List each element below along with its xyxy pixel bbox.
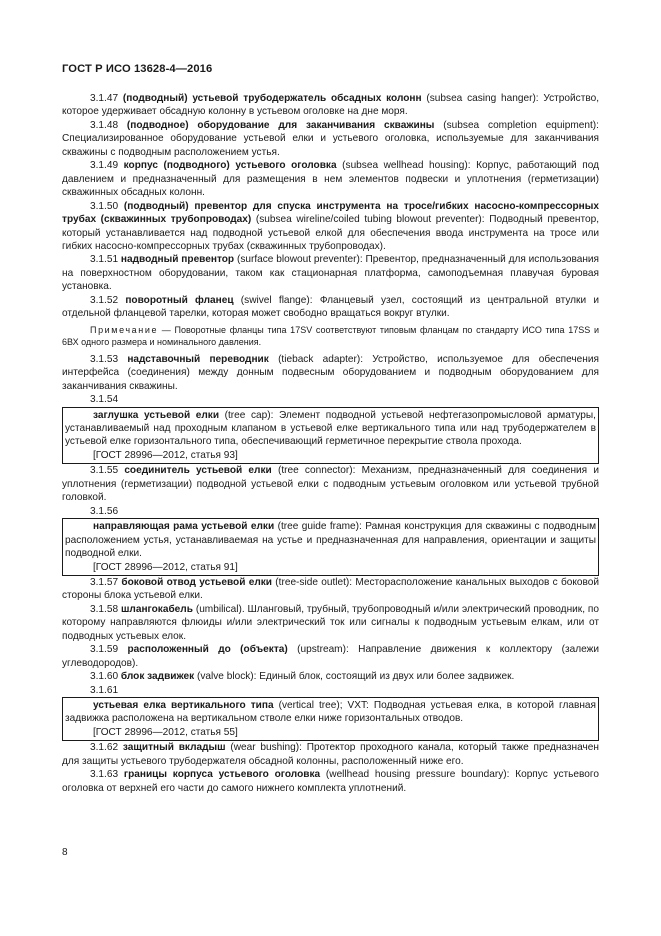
entry-number: 3.1.58 [90, 603, 119, 615]
entry-definition: Подводный превентор, который устанавливается над подводной устьевой елкой для обеспечения ввода инструмента на тросе или гибких насосно-компрессорных трубах (скважинных трубопроводах). [62, 214, 599, 252]
entry-term-en: (tieback adapter): [278, 353, 364, 365]
entry-term: устьевая елка вертикального типа [93, 700, 274, 712]
entry-term: блок задвижек [120, 671, 195, 683]
entry-3-1-58 [62, 603, 599, 643]
entry-number: 3.1.51 [90, 254, 119, 266]
entry-term: расположенный до (объекта) [127, 644, 288, 656]
entry-3-1-62 [62, 741, 599, 768]
entry-term-en: (surface blowout preventer): [236, 254, 363, 266]
entry-term-en: (wear bushing): [230, 742, 302, 754]
entry-3-1-61 [65, 699, 596, 726]
entry-term-en: (umbilical). [195, 603, 245, 615]
entry-term: (подводное) оборудование для заканчивания скважины [126, 119, 435, 131]
entry-3-1-56-box [62, 518, 599, 576]
entry-term-en: (subsea completion equipment): [443, 119, 599, 131]
entry-3-1-50 [62, 200, 599, 254]
entry-term-en: (subsea casing hanger): [426, 93, 539, 104]
entry-number: 3.1.53 [90, 353, 119, 365]
entry-term-en: (vertical tree); VXT: [278, 700, 369, 712]
entry-definition: Рамная конструкция для скважины с подводным расположением устья, устанавливаемая на устье и предназначенная для направления, ориентации и защиты подводной елки. [65, 521, 597, 560]
entry-3-1-59 [62, 643, 599, 670]
entry-number: 3.1.63 [90, 769, 119, 781]
entry-term-en: (swivel flange): [240, 294, 313, 306]
entry-term-en: (subsea wellhead housing): [342, 160, 471, 172]
entry-term-en: (tree guide frame): [277, 521, 362, 533]
entry-number: 3.1.59 [90, 644, 119, 656]
entry-number-3-1-54: 3.1.54 [90, 394, 119, 406]
entry-number: 3.1.48 [90, 119, 119, 131]
entry-term: (подводный) устьевой трубодержатель обсадных колонн [122, 93, 422, 104]
entry-number: 3.1.52 [90, 294, 119, 306]
entry-term: границы корпуса устьевого оголовка [123, 769, 321, 781]
entry-definition: Шланговый, трубный, трубопроводный и/или электрический проводник, по которому направляются флюиды и/или электрический ток или сигналы к подводным устьевым елкам, или от подводных устьевых елок. [62, 603, 599, 642]
note-text: — Поворотные фланцы типа 17SV соответствуют типовым фланцам по стандарту ИСО типа 17SS и 6ВХ одного размера и номинального давления. [62, 324, 599, 348]
entry-3-1-55 [62, 464, 599, 504]
entry-reference: [ГОСТ 28996—2012, статья 91] [93, 561, 238, 573]
entry-3-1-51 [62, 253, 599, 293]
entry-number: 3.1.47 [90, 93, 119, 104]
entry-definition: Превентор, предназначенный для использования на поверхностном оборудовании, таком как стационарная платформа, самоподъемная плавучая буровая установка. [62, 254, 600, 293]
entry-term-en: (wellhead housing pressure boundary): [325, 769, 510, 781]
entry-3-1-48 [62, 119, 599, 159]
entry-definition: Устройство, которое удерживает обсадную колонну в устьевом оголовке на дне моря. [62, 93, 599, 118]
entry-term: соединитель устьевой елки [124, 465, 272, 477]
entry-definition: Специализированное оборудование устьевой елки и устьевого оголовка, используемые для заканчивания скважины с подводным расположением устья. [62, 133, 599, 158]
entry-term: защитный вкладыш [122, 742, 226, 754]
entry-3-1-56 [65, 520, 596, 560]
entry-definition: Подводная устьевая елка, в которой главная задвижка расположена на вертикальном стволе елки ниже горизонтальных отводов. [65, 700, 596, 725]
entry-number: 3.1.50 [90, 200, 119, 212]
note-3-1-52 [62, 324, 599, 349]
entry-term: надставочный переводник [127, 353, 269, 365]
entry-term-en: (tree connector): [277, 465, 356, 477]
page-header: ГОСТ Р ИСО 13628-4—2016 [62, 63, 213, 75]
entry-definition: Фланцевый узел, состоящий из центральной втулки и отдельной фланцевой тарелки, которая может свободно вращаться вокруг втулки. [62, 294, 599, 320]
page-number: 8 [62, 847, 68, 858]
entry-number-3-1-61: 3.1.61 [90, 684, 119, 696]
entry-3-1-54 [65, 409, 596, 449]
entry-number: 3.1.60 [90, 671, 119, 683]
entry-3-1-52 [62, 294, 599, 321]
entry-definition: Месторасположение канальных выходов с боковой стороны блока устьевой елки. [62, 576, 600, 602]
entry-3-1-57 [62, 576, 599, 603]
entry-term-en: (tree-side outlet): [275, 576, 353, 588]
entry-term: (подводный) превентор для спуска инструмента на тросе/гибких насосно-компрессорных трубах (скважинных трубопроводах) [62, 200, 599, 226]
entry-number-3-1-56: 3.1.56 [90, 505, 119, 517]
entry-3-1-60 [62, 670, 599, 683]
note-label: Примечание [90, 324, 159, 335]
entry-term: боковой отвод устьевой елки [121, 576, 272, 588]
entry-3-1-54-box [62, 407, 599, 465]
entry-definition: Элемент подводной устьевой нефтегазопромысловой арматуры, устанавливаемый над проходным клапаном в устьевой елке вертикального типа или над трубодержателем в устьевой елке горизонтального типа, обеспечивающий герметичное перекрытие ствола прохода. [65, 409, 596, 448]
entry-3-1-49 [62, 159, 599, 199]
entry-3-1-47 [62, 92, 599, 119]
entry-definition: Протектор проходного канала, который также предназначен для защиты устьевого трубодержателя обсадной колонны, расположенный ниже его. [62, 742, 599, 767]
entry-number: 3.1.62 [90, 742, 119, 754]
entry-number: 3.1.57 [90, 576, 119, 588]
entry-definition: Корпус, работающий под давлением и предназначенный для размещения в нем элементов подвески и уплотнения (герметизации) скважинных обсадных колонн. [62, 160, 600, 199]
entry-number: 3.1.49 [90, 160, 119, 172]
entry-term-en: (upstream): [297, 644, 349, 656]
entry-term: надводный превентор [120, 254, 235, 266]
entry-definition: Устройство, используемое для обеспечения интерфейса (соединения) между донным подвесным оборудованием и подводным оборудованием для заканчивания скважины. [62, 353, 599, 392]
entry-reference: [ГОСТ 28996—2012, статья 55] [93, 726, 238, 738]
entry-3-1-63 [62, 768, 599, 795]
entry-reference: [ГОСТ 28996—2012, статья 93] [93, 449, 238, 461]
entry-term-en: (valve block): [197, 671, 257, 683]
entry-term: поворотный фланец [125, 294, 234, 306]
entry-definition: Единый блок, состоящий из двух или более задвижек. [259, 671, 515, 683]
entry-term: направляющая рама устьевой елки [93, 521, 275, 533]
entry-term: шлангокабель [121, 603, 193, 615]
entry-definition: Механизм, предназначенный для соединения и уплотнения (герметизации) подводной устьевой елки с подводным устьевым оголовком или устьевой трубной головкой. [62, 465, 600, 504]
entry-term: корпус (подводного) устьевого оголовка [123, 160, 337, 172]
entry-term: заглушка устьевой елки [93, 409, 220, 421]
document-body [62, 92, 599, 795]
entry-definition: Направление движения к коллектору (залежи углеводородов). [62, 644, 599, 669]
entry-term-en: (subsea wireline/coiled tubing blowout preventer): [255, 214, 485, 226]
entry-term-en: (tree cap): [224, 409, 274, 421]
entry-3-1-53 [62, 353, 599, 393]
entry-definition: Корпус устьевого оголовка от верхней его части до самого нижнего комплекта уплотнений. [62, 769, 599, 794]
entry-number: 3.1.55 [90, 465, 119, 477]
entry-3-1-61-box [62, 697, 599, 741]
